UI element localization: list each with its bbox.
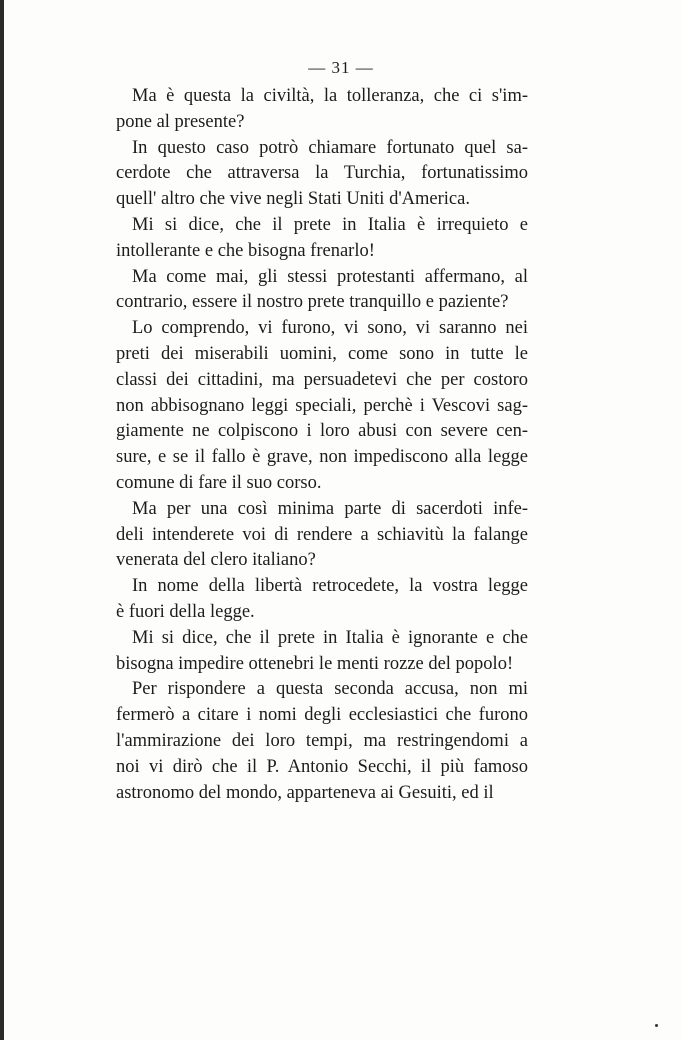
text-line: Mi si dice, che il prete in Italia è ignorante e che [132, 627, 528, 648]
paragraph [116, 677, 528, 806]
text-line: In questo caso potrò chiamare fortunato quel sa- [132, 137, 528, 158]
text-line: astronomo del mondo, apparteneva ai Gesuiti, ed il [116, 782, 494, 803]
text-line: venerata del clero italiano? [116, 550, 316, 571]
text-line: l'ammirazione dei loro tempi, ma restringendomi a [116, 730, 528, 751]
scan-speck [655, 1024, 658, 1027]
text-line: noi vi dirò che il P. Antonio Secchi, il più famoso [116, 756, 528, 777]
text-line: intollerante e che bisogna frenarlo! [116, 240, 375, 261]
text-line: Mi si dice, che il prete in Italia è irrequieto e [132, 214, 528, 235]
text-line: cerdote che attraversa la Turchia, fortunatissimo [116, 163, 528, 184]
paragraph [116, 497, 528, 574]
text-line: contrario, essere il nostro prete tranquillo e paziente? [116, 292, 509, 313]
text-line: Ma è questa la civiltà, la tolleranza, che ci s'im- [132, 86, 528, 106]
page-number: — 31 — [308, 58, 374, 77]
text-line: quell' altro che vive negli Stati Uniti d'America. [116, 189, 470, 210]
text-line: non abbisognano leggi speciali, perchè i Vescovi sag- [116, 395, 528, 416]
text-line: sure, e se il fallo è grave, non impediscono alla legge [116, 447, 528, 468]
text-line: classi dei cittadini, ma persuadetevi che per costoro [116, 369, 528, 390]
text-line: è fuori della legge. [116, 601, 255, 622]
paragraph [116, 316, 528, 497]
text-line: pone al presente? [116, 111, 245, 132]
paragraph [116, 265, 528, 317]
paragraph [116, 626, 528, 678]
text-line: preti dei miserabili uomini, come sono in tutte le [116, 343, 528, 364]
text-line: In nome della libertà retrocedete, la vostra legge [132, 576, 528, 597]
text-line: bisogna impedire ottenebri le menti rozze del popolo! [116, 653, 514, 674]
text-line: deli intenderete voi di rendere a schiavitù la falange [116, 524, 528, 545]
paragraph [116, 574, 528, 626]
body-text [116, 84, 528, 806]
text-line: Ma per una così minima parte di sacerdoti infe- [132, 498, 528, 519]
text-line: comune di fare il suo corso. [116, 472, 322, 493]
text-line: Per rispondere a questa seconda accusa, non mi [132, 679, 528, 700]
paragraph [116, 84, 528, 136]
paragraph [116, 136, 528, 213]
text-line: fermerò a citare i nomi degli ecclesiastici che furono [116, 705, 528, 726]
page-binding-edge [0, 0, 4, 1040]
text-line: giamente ne colpiscono i loro abusi con severe cen- [116, 421, 528, 442]
paragraph [116, 213, 528, 265]
text-line: Lo comprendo, vi furono, vi sono, vi saranno nei [132, 318, 528, 339]
text-line: Ma come mai, gli stessi protestanti affermano, al [132, 266, 528, 287]
